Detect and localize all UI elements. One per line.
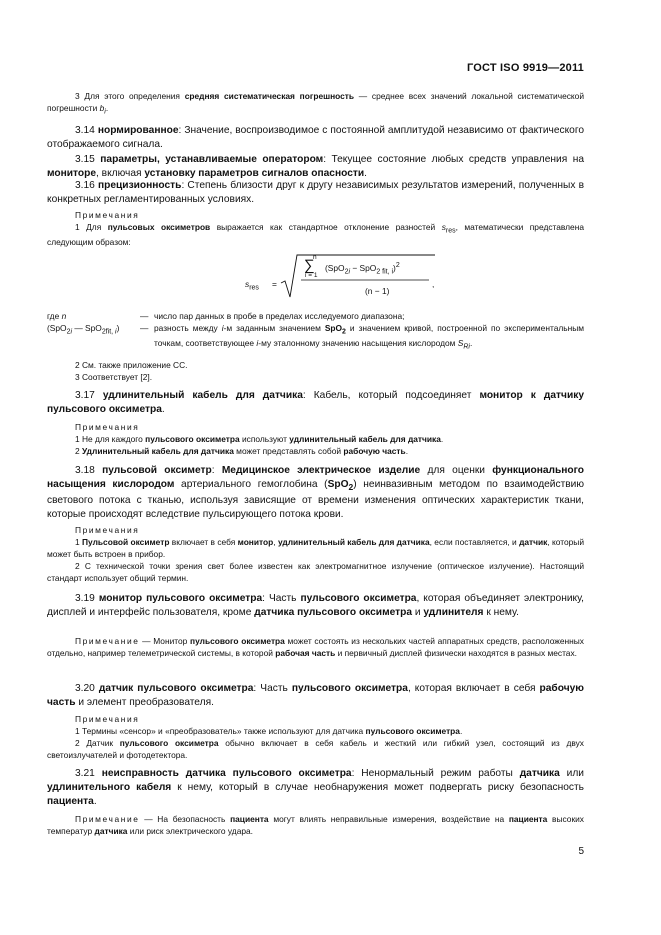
notes-heading: Примечания (75, 210, 140, 220)
term-3-20: 3.20 датчик пульсового оксиметра: Часть пульсового оксиметра, которая включает в себя рабочую часть и элемент преобразователя. (47, 683, 584, 708)
formula-denominator: (n − 1) (365, 286, 390, 296)
term-3-21: 3.21 неисправность датчика пульсового оксиметра: Ненормальный режим работы датчика или удлинительного кабеля к нему, который в случае необнаружения может подвергать риску безопасность пациента. (47, 768, 584, 807)
note-2: 2 См. также приложение СС. (75, 360, 188, 370)
page-number: 5 (578, 846, 584, 857)
where-dash: — (140, 322, 149, 333)
sres-formula (47, 255, 584, 305)
note-3-18-1: 1 Пульсовой оксиметр включает в себя монитор, удлинительный кабель для датчика, если поставляется, и датчик, который может быть встроен в прибор. (47, 537, 585, 559)
sum-sign: ∑ (304, 257, 315, 274)
note-1-sres: 1 Для пульсовых оксиметров выражается как стандартное отклонение разностей $s_{res}$, математически представлена следующим образом: (47, 222, 584, 248)
note-3-21: Примечание — На безопасность пациента могут влиять неправильные измерения, воздействие на пациента высоких температур датчика или риск электрического удара. (47, 814, 584, 836)
document-header: ГОСТ ISO 9919—2011 (466, 62, 584, 74)
where-symbol: где n (47, 311, 67, 321)
formula-numerator: $(SpO_{2i} - SpO_{2 fit, i})^2$ (325, 262, 400, 276)
where-dash: — (140, 311, 149, 321)
where-desc: число пар данных в пробе в пределах исследуемого диапазона; (154, 311, 405, 321)
note-3-20-2: 2 Датчик пульсового оксиметра обычно включает в себя кабель и жесткий или гибкий узел, состоящий из двух светоизлучателей и фотодетектора. (47, 738, 584, 760)
note-3-20-1: 1 Термины «сенсор» и «преобразователь» также используют для датчика пульсового оксиметра. (75, 726, 463, 736)
sqrt-sign (279, 253, 439, 303)
notes-heading-3-20: Примечания (75, 714, 140, 724)
sum-lower-limit: i = 1 (305, 272, 318, 279)
formula-equals: = (272, 279, 277, 289)
note-3-19: Примечание — Монитор пульсового оксиметра может состоять из нескольких частей аппаратных средств, расположенных отдельно, например телеметрической системы, в которой рабочая часть и первичный дисплей физически находятся в разных местах. (47, 636, 584, 658)
where-desc: разность между i-м заданным значением SpO$_2$ и значением кривой, построенной по экспериментальным точкам, соответствующее i-му эталонному значению насыщения кислородом $S_{Ri}$. (154, 322, 585, 351)
term-3-18: 3.18 пульсовой оксиметр: Медицинское электрическое изделие для оценки функционального насыщения кислородом артериального гемоглобина (SpO$_2$) неинвазивным методом по взаимодействию светового потока с тканью, используя зависящие от времени изменения оптических характеристик ткани, которые происходят вследствие пульсирующего потока крови. (47, 465, 584, 521)
note-3-17-1: 1 Не для каждого пульсового оксиметра используют удлинительный кабель для датчика. (75, 434, 444, 444)
where-row (47, 311, 584, 323)
term-3-17: 3.17 удлинительный кабель для датчика: Кабель, который подсоединяет монитор к датчику пульсового оксиметра. (47, 390, 584, 415)
note-3-17-2: 2 Удлинительный кабель для датчика может представлять собой рабочую часть. (75, 446, 409, 456)
term-3-15: 3.15 параметры, устанавливаемые оператором: Текущее состояние любых средств управления на мониторе, включая установку параметров сигналов опасности. (47, 154, 584, 179)
formula-lhs: $s_{res}$ (245, 279, 259, 292)
where-symbol: (SpO$_{2i}$ — SpO$_{2fit, i}$) (47, 322, 120, 336)
where-table (47, 311, 584, 353)
term-3-16: 3.16 прецизионность: Степень близости друг к другу независимых результатов измерений, полученных в конкретных регламентированных условиях. (47, 180, 584, 205)
notes-heading-3-17: Примечания (75, 422, 140, 432)
term-3-19: 3.19 монитор пульсового оксиметра: Часть пульсового оксиметра, которая объединяет электронику, дисплей и интерфейс пользователя, кроме датчика пульсового оксиметра и удлинителя к нему. (47, 593, 584, 618)
formula-comma: , (432, 279, 435, 289)
sum-upper-limit: n (313, 254, 317, 261)
notes-heading-3-18: Примечания (75, 525, 140, 535)
note-3-bias: 3 Для этого определения средняя систематическая погрешность — среднее всех значений локальной систематической погрешности $b_i$. (47, 91, 585, 116)
where-row (47, 323, 584, 354)
term-3-14: 3.14 нормированное: Значение, воспроизводимое с постоянной амплитудой независимо от фактического отображаемого сигнала. (47, 125, 584, 150)
note-3: 3 Соответствует [2]. (75, 372, 153, 382)
note-3-18-2: 2 С технической точки зрения свет более известен как электромагнитное излучение (оптическое излучение). Настоящий стандарт использует общий термин. (47, 561, 584, 583)
